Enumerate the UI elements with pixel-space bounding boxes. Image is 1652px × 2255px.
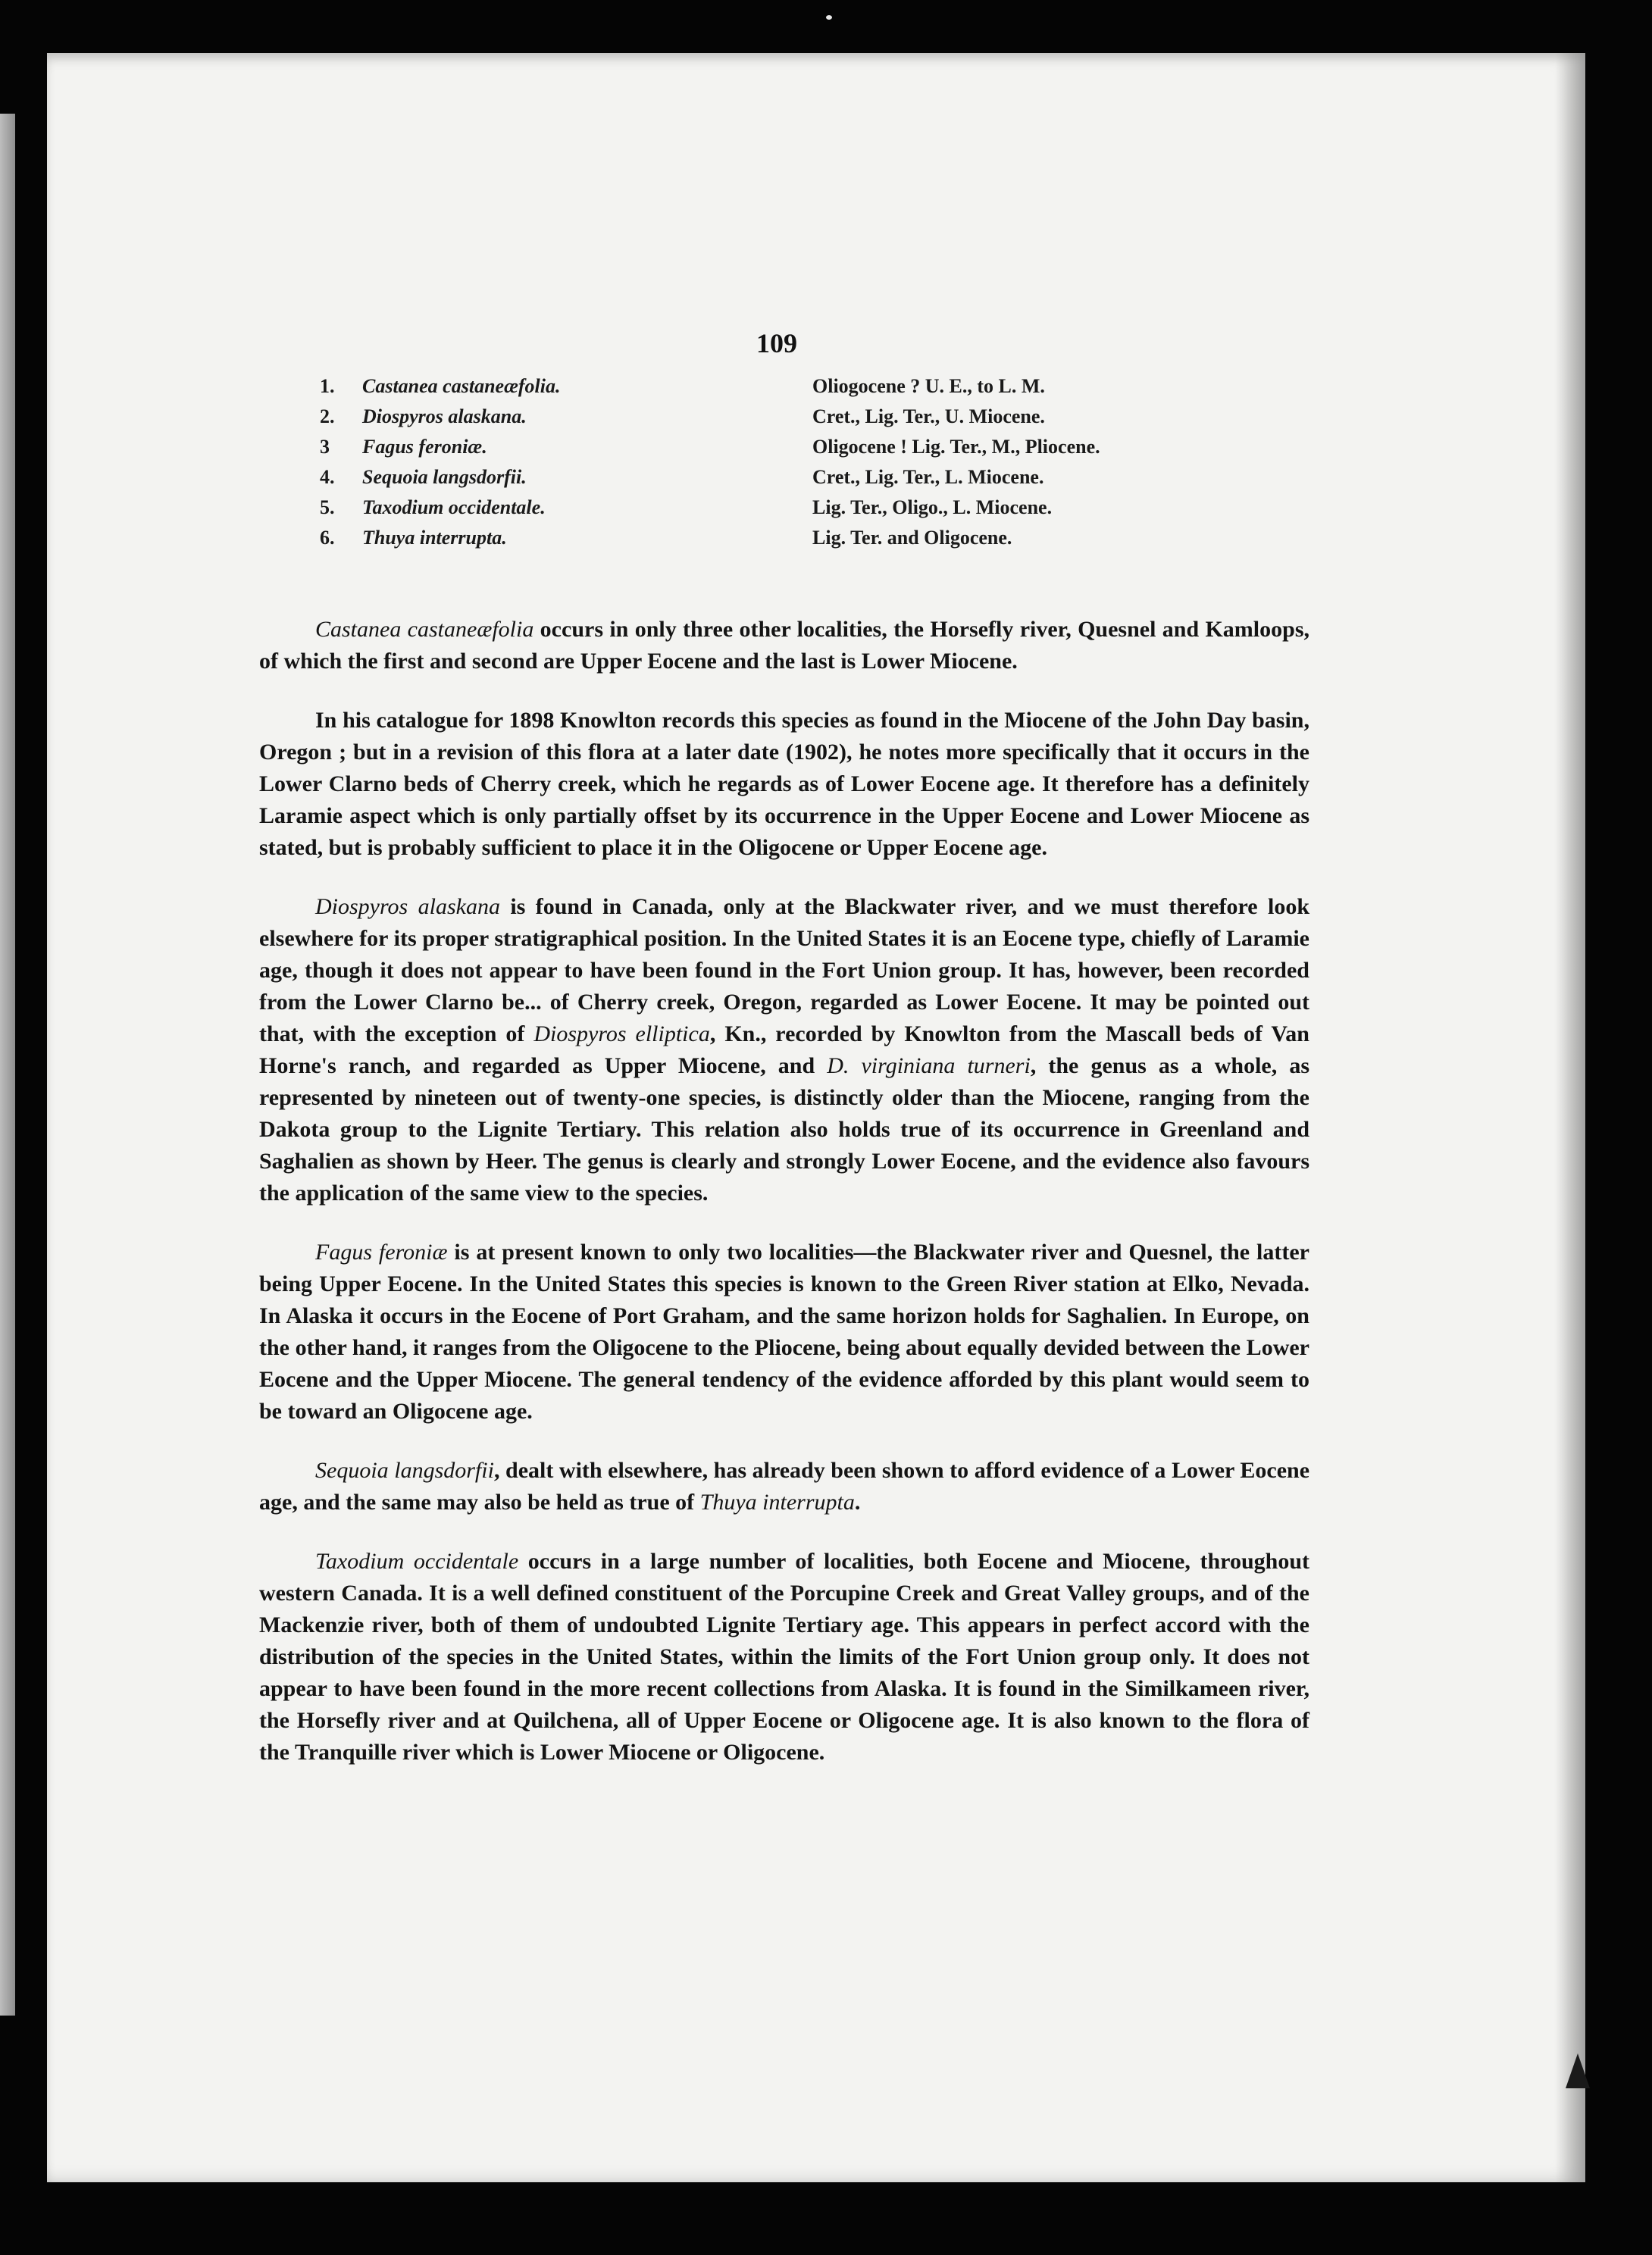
species-row (320, 523, 1206, 553)
body-text (259, 614, 1309, 1769)
species-lead: Castanea castaneæfolia (315, 617, 534, 642)
species-lead: Fagus feroniæ (315, 1240, 448, 1265)
species-range: Lig. Ter., Oligo., L. Miocene. (812, 496, 1053, 518)
species-name: Thuya interrupta. (362, 527, 507, 549)
paragraph-text: is at present known to only two localities—the Blackwater river and Quesnel, the latter being Upper Eocene. In the United States this species is known to the Green River station at Elko, Nevada. In Alaska it occurs in the Eocene of Port Graham, and the same horizon holds for Saghalien. In Europe, on the other hand, it ranges from the Oligocene to the Pliocene, being about equally devided between the Lower Eocene and the Upper Miocene. The general tendency of the evidence afforded by this plant would seem to be toward an Oligocene age. (259, 1240, 1309, 1424)
species-lead: Diospyros alaskana (315, 894, 500, 919)
paragraph-text: occurs in a large number of localities, both Eocene and Miocene, throughout western Canada. It is a well defined constituent of the Porcupine Creek and Great Valley groups, and of the Mackenzie river, both of them of undoubted Lignite Tertiary age. This appears in perfect accord with the distribution of the species in the United States, within the limits of the Fort Union group only. It does not appear to have been found in the more recent collections from Alaska. It is found in the Similkameen river, the Horsefly river and at Quilchena, all of Upper Eocene or Oligocene age. It is also known to the flora of the Tranquille river which is Lower Miocene or Oligocene. (259, 1549, 1309, 1765)
paragraph-diospyros (259, 891, 1309, 1209)
species-list (320, 371, 1206, 553)
paragraph-text: , the genus as a whole, as represented by nineteen out of twenty-one species, is distinctly older than the Miocene, ranging from the Dakota group to the Lignite Tertiary. This relation also holds true of its occurrence in Greenland and Saghalien as shown by Heer. The genus is clearly and strongly Lower Eocene, and the evidence also favours the application of the same view to the species. (259, 1053, 1309, 1206)
paragraph-knowlton (259, 705, 1309, 864)
paragraph-fagus (259, 1237, 1309, 1428)
species-lead: Sequoia langsdorfii (315, 1458, 494, 1483)
species-number: 4. (320, 466, 335, 488)
species-name: Castanea castaneæfolia. (362, 375, 561, 397)
species-lead: Taxodium occidentale (315, 1549, 519, 1574)
page-number: 109 (756, 328, 797, 358)
species-inline: Diospyros elliptica (533, 1021, 710, 1046)
species-number: 5. (320, 496, 335, 518)
species-range: Oliogocene ? U. E., to L. M. (812, 375, 1045, 397)
species-inline: D. virginiana turneri (827, 1053, 1031, 1078)
species-range: Cret., Lig. Ter., U. Miocene. (812, 405, 1045, 427)
species-inline: Thuya interrupta (699, 1490, 855, 1515)
species-number: 2. (320, 405, 335, 427)
scan-speck (826, 15, 832, 20)
species-name: Taxodium occidentale. (362, 496, 546, 518)
paragraph-text: is found in Canada, only at the Blackwater river, and we must therefore look elsewhere for its proper stratigraphical position. In the United States it is an Eocene type, chiefly of Laramie age, though it does not appear to have been found in the Fort Union group. It has, however, been recorded from the Lower Clarno be... of Cherry creek, Oregon, regarded as Lower Eocene. It may be pointed out that, with the exception of (259, 894, 1309, 1046)
species-number: 6. (320, 527, 335, 549)
species-number: 1. (320, 375, 335, 397)
paragraph-text: In his catalogue for 1898 Knowlton records this species as found in the Miocene of the John Day basin, Oregon ; but in a revision of this flora at a later date (1902), he notes more specifically that it occurs in the Lower Clarno beds of Cherry creek, which he regards as of Lower Eocene age. It therefore has a definitely Laramie aspect which is only partially offset by its occurrence in the Upper Eocene and Lower Miocene as stated, but is probably sufficient to place it in the Oligocene or Upper Eocene age. (259, 708, 1309, 860)
paragraph-text: , dealt with elsewhere, has already been shown to afford evidence of a Lower Eocene age, and the same may also be held as true of (259, 1458, 1310, 1515)
species-range: Lig. Ter. and Oligocene. (812, 527, 1012, 549)
species-name: Diospyros alaskana. (362, 405, 527, 427)
species-number: 3 (320, 436, 330, 458)
paragraph-sequoia (259, 1455, 1309, 1518)
paragraph-castanea (259, 614, 1309, 677)
corner-fold-mark (1566, 2053, 1590, 2088)
species-row (320, 402, 1206, 432)
paragraph-text: . (854, 1490, 861, 1515)
page-fold-shadow (1555, 53, 1585, 2182)
species-name: Fagus feroniæ. (362, 436, 487, 458)
paragraph-taxodium (259, 1546, 1309, 1769)
species-name: Sequoia langsdorfii. (362, 466, 527, 488)
species-range: Oligocene ! Lig. Ter., M., Pliocene. (812, 436, 1100, 458)
species-row (320, 462, 1206, 493)
paragraph-text: , Kn., recorded by Knowlton from the Mascall beds of Van Horne's ranch, and regarded as Upper Miocene, and (259, 1021, 1309, 1078)
species-row (320, 371, 1206, 402)
species-range: Cret., Lig. Ter., L. Miocene. (812, 466, 1044, 488)
scanned-page (47, 53, 1585, 2182)
paragraph-text: occurs in only three other localities, the Horsefly river, Quesnel and Kamloops, of which the first and second are Upper Eocene and the last is Lower Miocene. (259, 617, 1309, 674)
species-row (320, 432, 1206, 462)
species-row (320, 493, 1206, 523)
left-page-edge (0, 114, 15, 2016)
